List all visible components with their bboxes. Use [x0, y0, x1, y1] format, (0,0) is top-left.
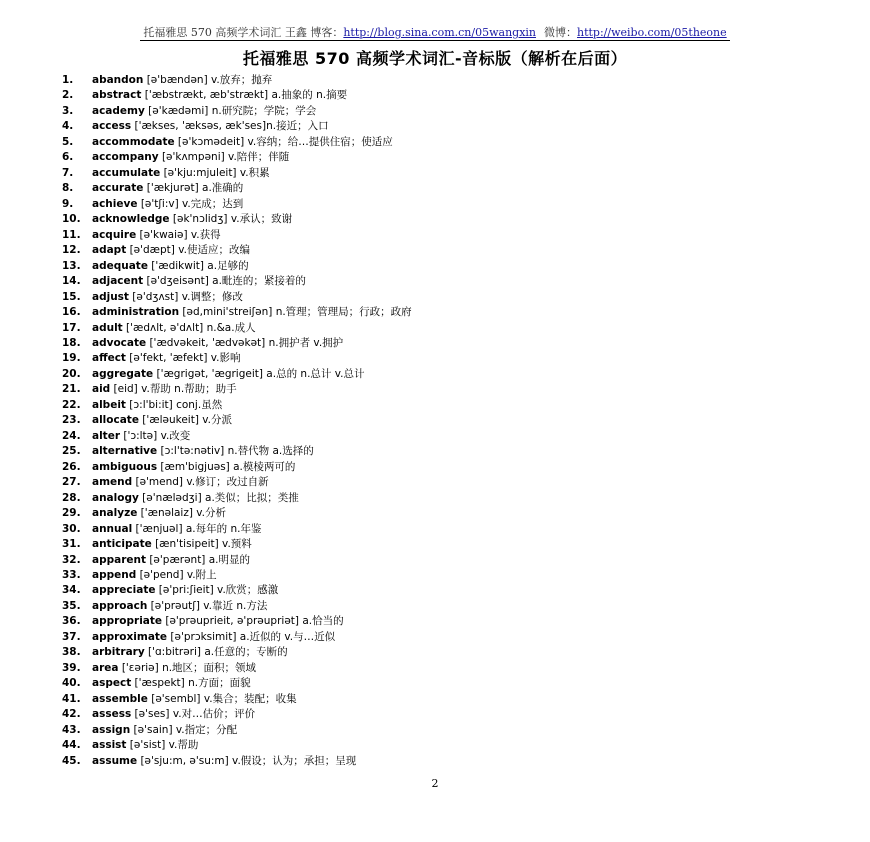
entry-number: 40.: [62, 677, 81, 690]
entry-word: advocate: [92, 336, 147, 349]
entry-number: 21.: [62, 383, 81, 396]
vocab-entry: [62, 692, 762, 707]
entry-word: administration: [92, 306, 180, 319]
vocab-entry: [62, 614, 762, 629]
entry-number: 8.: [62, 182, 74, 195]
entry-definition: [ə'dʒʌst] v.调整；修改: [128, 290, 243, 303]
entry-definition: ['æləukeit] v.分派: [138, 414, 232, 427]
entry-number: 44.: [62, 739, 81, 752]
header-text: 托福雅思 570 高频学术词汇 王鑫 博客：: [143, 26, 344, 39]
entry-word: assemble: [92, 692, 148, 705]
entry-word: alternative: [92, 445, 158, 458]
entry-definition: [ə'prəuprieit, ə'prəupriət] a.恰当的: [162, 615, 344, 628]
vocab-entry: [62, 738, 762, 753]
vocab-entry: [62, 754, 762, 769]
entry-number: 20.: [62, 367, 81, 380]
entry-word: annual: [92, 522, 133, 535]
entry-word: abandon: [92, 74, 144, 86]
entry-word: approximate: [92, 630, 168, 643]
entry-word: appropriate: [92, 615, 163, 628]
vocab-entry: [62, 259, 762, 274]
entry-word: apparent: [92, 553, 146, 566]
entry-number: 16.: [62, 306, 81, 319]
entry-word: allocate: [92, 414, 139, 427]
entry-number: 31.: [62, 538, 81, 551]
entry-definition: [ə'tʃi:v] v.完成；达到: [137, 197, 244, 210]
vocab-entry: [62, 723, 762, 738]
entry-word: acknowledge: [92, 213, 170, 226]
entry-number: 5.: [62, 135, 74, 148]
entry-definition: ['ækses, 'æksəs, æk'ses]n.接近；入口: [131, 120, 329, 133]
entry-word: anticipate: [92, 538, 152, 551]
entry-number: 38.: [62, 646, 81, 659]
entry-number: 10.: [62, 213, 81, 226]
vocab-entry: [62, 274, 762, 289]
entry-definition: [ə'kædəmi] n.研究院；学院；学会: [144, 104, 317, 117]
entry-word: academy: [92, 104, 145, 117]
vocab-entry: [62, 305, 762, 320]
vocab-entry: [62, 135, 762, 150]
entry-number: 3.: [62, 104, 74, 117]
vocab-entry: [62, 228, 762, 243]
entry-word: achieve: [92, 197, 138, 210]
entry-word: analogy: [92, 491, 139, 504]
entry-definition: [ə'kɔmədeit] v.容纳；给…提供住宿；使适应: [174, 135, 393, 148]
vocab-entry: [62, 568, 762, 583]
vocab-entry: [62, 104, 762, 119]
entry-word: adequate: [92, 259, 148, 272]
entry-definition: ['ɛəriə] n.地区；面积；领域: [118, 661, 257, 674]
entry-definition: [ə'kwaiə] v.获得: [136, 228, 221, 241]
entry-number: 7.: [62, 166, 74, 179]
entry-definition: [ə'fekt, 'æfekt] v.影响: [125, 352, 241, 365]
entry-number: 26.: [62, 460, 81, 473]
entry-word: albeit: [92, 398, 126, 411]
entry-word: acquire: [92, 228, 137, 241]
entry-word: analyze: [92, 507, 138, 520]
vocab-entry: [62, 537, 762, 552]
entry-word: adult: [92, 321, 123, 334]
entry-number: 34.: [62, 584, 81, 597]
entry-definition: [ə'dæpt] v.使适应；改编: [126, 244, 250, 257]
vocab-entry: [62, 676, 762, 691]
entry-number: 1.: [62, 74, 74, 86]
vocab-entry: [62, 321, 762, 336]
entry-number: 37.: [62, 630, 81, 643]
header-rule: [140, 40, 730, 41]
entry-definition: ['ædʌlt, ə'dʌlt] n.&a.成人: [122, 321, 256, 334]
vocab-entry: [62, 506, 762, 521]
vocab-entry: [62, 491, 762, 506]
entry-number: 12.: [62, 244, 81, 257]
entry-definition: [ə'sain] v.指定；分配: [130, 723, 238, 736]
entry-definition: [ɔ:l'tə:nətiv] n.替代物 a.选择的: [157, 445, 314, 458]
entry-definition: [ə'mend] v.修订；改过自新: [132, 476, 269, 489]
vocab-entry: [62, 707, 762, 722]
entry-definition: [ə'kju:mjuleit] v.积累: [160, 166, 270, 179]
entry-definition: [ə'sembl] v.集合；装配；收集: [147, 692, 297, 705]
entry-definition: [ə'dʒeisənt] a.毗连的；紧接着的: [143, 275, 306, 288]
vocab-entry: [62, 351, 762, 366]
entry-definition: [æm'bigjuəs] a.模棱两可的: [157, 460, 296, 473]
entry-definition: ['æspekt] n.方面；面貌: [131, 677, 251, 690]
blog-link[interactable]: http://blog.sina.com.cn/05wangxin: [343, 26, 536, 39]
document-title: 托福雅思 570 高频学术词汇-音标版（解析在后面）: [242, 49, 628, 68]
entry-number: 28.: [62, 491, 81, 504]
vocab-entry: [62, 413, 762, 428]
vocab-entry: [62, 661, 762, 676]
entry-definition: [ək'nɔlidʒ] v.承认；致谢: [169, 213, 293, 226]
entry-number: 4.: [62, 120, 74, 133]
entry-number: 15.: [62, 290, 81, 303]
entry-word: accurate: [92, 182, 144, 195]
entry-word: aggregate: [92, 367, 154, 380]
entry-word: ambiguous: [92, 460, 158, 473]
entry-word: access: [92, 120, 132, 133]
entry-number: 45.: [62, 754, 81, 767]
entry-word: assign: [92, 723, 131, 736]
vocab-entry: [62, 429, 762, 444]
entry-definition: [ə'pend] v.附上: [136, 569, 217, 581]
vocab-entry: [62, 630, 762, 645]
vocab-entry: [62, 212, 762, 227]
entry-word: adjacent: [92, 275, 144, 288]
vocab-entry: [62, 522, 762, 537]
entry-definition: ['ædvəkeit, 'ædvəkət] n.拥护者 v.拥护: [146, 336, 344, 349]
entry-definition: ['æbstrækt, æb'strækt] a.抽象的 n.摘要: [141, 89, 348, 102]
entry-number: 22.: [62, 398, 81, 411]
entry-definition: [ə'prɔksimit] a.近似的 v.与…近似: [167, 630, 336, 643]
entry-definition: ['ɑ:bitrəri] a.任意的；专断的: [144, 646, 288, 659]
entry-word: arbitrary: [92, 646, 145, 659]
vocab-entry: [62, 475, 762, 490]
entry-definition: [ə'pærənt] a.明显的: [146, 553, 251, 566]
entry-word: accompany: [92, 151, 159, 164]
page-header: [0, 24, 870, 40]
entry-number: 2.: [62, 89, 74, 102]
vocab-entry: [62, 336, 762, 351]
entry-number: 25.: [62, 445, 81, 458]
entry-number: 23.: [62, 414, 81, 427]
entry-word: assist: [92, 739, 127, 752]
entry-number: 32.: [62, 553, 81, 566]
vocab-entry: [62, 181, 762, 196]
entry-word: accommodate: [92, 135, 175, 148]
entry-word: accumulate: [92, 166, 161, 179]
entry-word: appreciate: [92, 584, 156, 597]
entry-definition: [ɔ:l'bi:it] conj.虽然: [125, 398, 223, 411]
vocab-entry: [62, 73, 762, 88]
entry-number: 33.: [62, 569, 81, 581]
entry-number: 6.: [62, 151, 74, 164]
entry-word: approach: [92, 599, 148, 612]
entry-word: adapt: [92, 244, 127, 257]
entry-number: 42.: [62, 708, 81, 721]
entry-number: 35.: [62, 599, 81, 612]
vocab-entry: [62, 166, 762, 181]
entry-definition: [ə'prəutʃ] v.靠近 n.方法: [147, 599, 268, 612]
vocab-entry: [62, 150, 762, 165]
vocab-entry: [62, 88, 762, 103]
entry-number: 36.: [62, 615, 81, 628]
entry-definition: [æn'tisipeit] v.预料: [151, 538, 252, 551]
vocab-entry: [62, 444, 762, 459]
entry-definition: [əd,mini'streiʃən] n.管理；管理局；行政；政府: [179, 306, 412, 319]
entry-word: area: [92, 661, 119, 674]
entry-word: amend: [92, 476, 133, 489]
entry-definition: [ə'kʌmpəni] v.陪伴；伴随: [158, 151, 290, 164]
entry-definition: ['ækjurət] a.准确的: [143, 182, 244, 195]
entry-number: 29.: [62, 507, 81, 520]
entry-number: 41.: [62, 692, 81, 705]
entry-definition: [ə'ses] v.对…估价；评价: [131, 708, 256, 721]
vocab-entry: [62, 290, 762, 305]
entry-number: 11.: [62, 228, 81, 241]
vocab-entry: [62, 460, 762, 475]
vocab-entry: [62, 197, 762, 212]
entry-number: 24.: [62, 429, 81, 442]
weibo-link[interactable]: http://weibo.com/05theone: [577, 26, 727, 39]
page-number: 2: [431, 777, 439, 790]
entry-word: alter: [92, 429, 121, 442]
entry-number: 27.: [62, 476, 81, 489]
entry-definition: [ə'bændən] v.放弃；抛弃: [143, 74, 273, 86]
entry-word: assume: [92, 754, 138, 767]
entry-word: aid: [92, 383, 111, 396]
entry-definition: [ə'sist] v.帮助: [126, 739, 199, 752]
vocab-entry: [62, 553, 762, 568]
entry-word: assess: [92, 708, 132, 721]
entry-definition: ['ænjuəl] a.每年的 n.年鉴: [132, 522, 262, 535]
entry-definition: [eid] v.帮助 n.帮助；助手: [110, 383, 237, 396]
entry-number: 39.: [62, 661, 81, 674]
vocab-entry: [62, 367, 762, 382]
entry-number: 19.: [62, 352, 81, 365]
entry-word: adjust: [92, 290, 129, 303]
entry-word: affect: [92, 352, 126, 365]
entry-definition: ['ænəlaiz] v.分析: [137, 507, 227, 520]
entry-word: append: [92, 569, 137, 581]
entry-number: 13.: [62, 259, 81, 272]
entry-definition: [ə'nælədʒi] a.类似；比拟；类推: [138, 491, 299, 504]
vocab-entry: [62, 645, 762, 660]
vocab-entry: [62, 382, 762, 397]
entry-definition: [ə'pri:ʃieit] v.欣赏；感激: [155, 584, 279, 597]
entry-number: 14.: [62, 275, 81, 288]
vocabulary-list: [62, 73, 762, 769]
entry-word: abstract: [92, 89, 142, 102]
entry-definition: [ə'sju:m, ə'su:m] v.假设；认为；承担；呈现: [137, 754, 357, 767]
vocab-entry: [62, 398, 762, 413]
vocab-entry: [62, 243, 762, 258]
entry-definition: ['ɔ:ltə] v.改变: [120, 429, 191, 442]
weibo-label: 微博：: [544, 26, 577, 39]
entry-number: 30.: [62, 522, 81, 535]
vocab-entry: [62, 599, 762, 614]
entry-word: aspect: [92, 677, 132, 690]
vocab-entry: [62, 583, 762, 598]
entry-number: 43.: [62, 723, 81, 736]
entry-number: 17.: [62, 321, 81, 334]
entry-definition: ['ægrigət, 'ægrigeit] a.总的 n.总计 v.总计: [153, 367, 365, 380]
entry-number: 18.: [62, 336, 81, 349]
entry-definition: ['ædikwit] a.足够的: [147, 259, 249, 272]
entry-number: 9.: [62, 197, 74, 210]
vocab-entry: [62, 119, 762, 134]
